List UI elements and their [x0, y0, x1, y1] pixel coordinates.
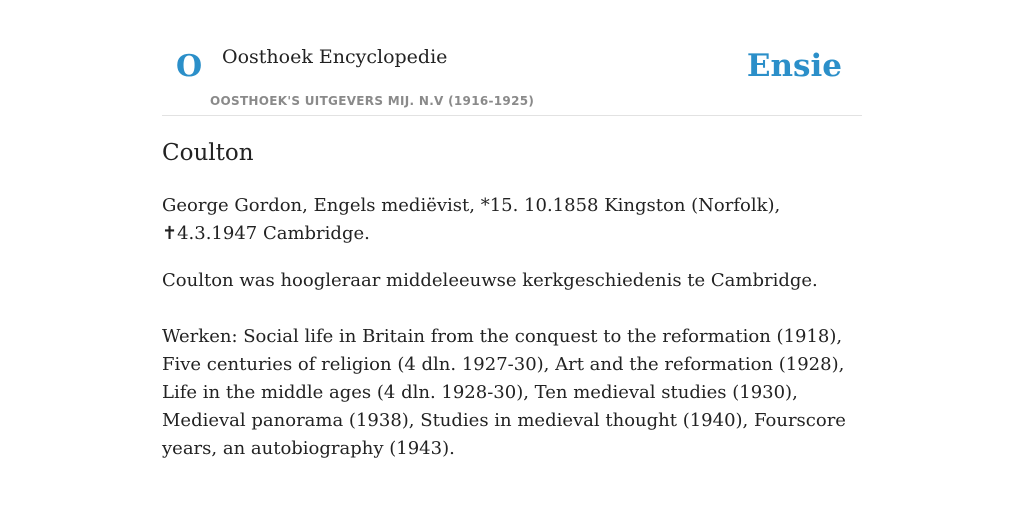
entry-paragraph-works: Werken: Social life in Britain from the conquest to the reformation (1918), Five centuries of religion (4 dln. 1927-30), Art and the reformation (1928), Life in the middle ages (4 dln. 1928-30), Ten medieval studies (1930), Medieval panorama (1938), Studies in medieval thought (1940), Fourscore years, an autobiography (1943).	[162, 326, 846, 459]
entry-title: Coulton	[162, 140, 254, 166]
page	[162, 0, 862, 459]
site-subtitle: OOSTHOEK'S UITGEVERS MIJ. N.V (1916-1925)	[210, 94, 535, 108]
site-header	[162, 0, 862, 116]
site-logo[interactable]: O	[176, 49, 203, 84]
site-title[interactable]: Oosthoek Encyclopedie	[222, 46, 448, 68]
brand-logo-link[interactable]: Ensie	[746, 48, 842, 84]
entry-paragraph-career: Coulton was hoogleraar middeleeuwse kerkgeschiedenis te Cambridge.	[162, 270, 818, 291]
entry-paragraph-intro: George Gordon, Engels mediëvist, *15. 10.1858 Kingston (Norfolk), ✝4.3.1947 Cambridge.	[162, 195, 781, 244]
